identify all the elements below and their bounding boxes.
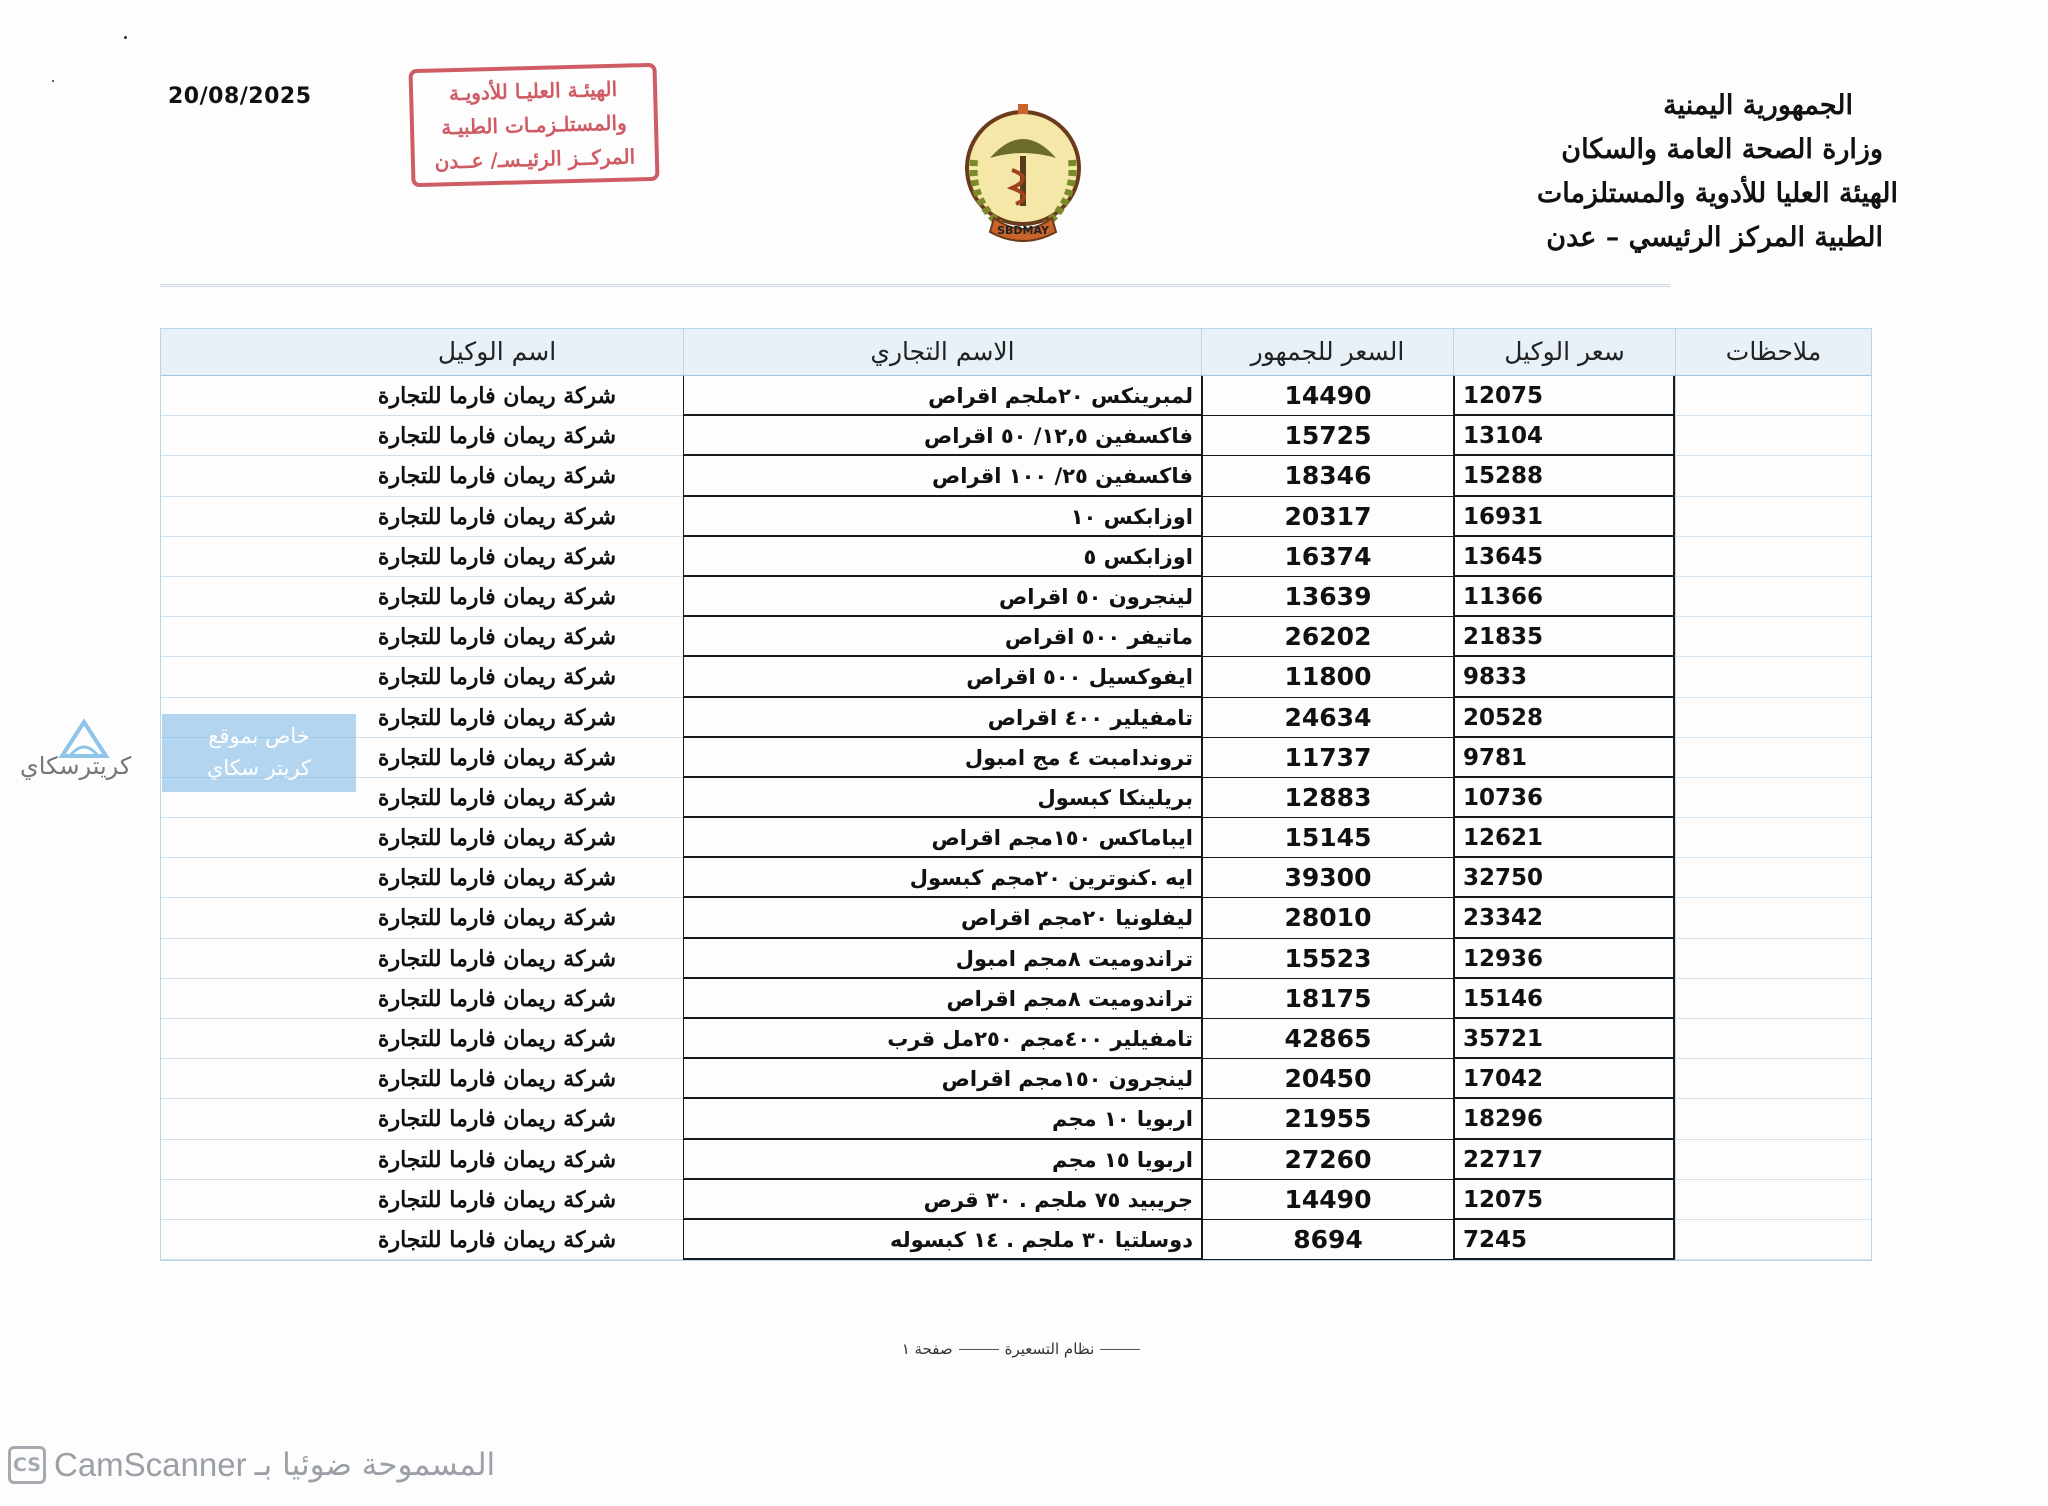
cell-public-price: 42865 xyxy=(1201,1019,1453,1059)
cell-trade-name: لينجرون ١٥٠مجم اقراص xyxy=(683,1059,1201,1099)
cell-agent-price: 17042 xyxy=(1453,1059,1675,1099)
cell-notes xyxy=(1675,1180,1871,1220)
table-row xyxy=(161,818,1871,858)
cell-notes xyxy=(1675,577,1871,617)
cell-public-price: 8694 xyxy=(1201,1220,1453,1260)
document-date: 20/08/2025 xyxy=(168,84,312,109)
cell-vendor: شركة ريمان فارما للتجارة xyxy=(161,858,683,898)
cell-trade-name: تراندوميت ٨مجم اقراص xyxy=(683,979,1201,1019)
table-row xyxy=(161,1140,1871,1180)
cell-agent-price: 9833 xyxy=(1453,657,1675,697)
cell-vendor: شركة ريمان فارما للتجارة xyxy=(161,1220,683,1260)
col-header-notes: ملاحظات xyxy=(1675,329,1871,375)
cell-agent-price: 13645 xyxy=(1453,537,1675,577)
cell-public-price: 15725 xyxy=(1201,416,1453,456)
cell-notes xyxy=(1675,979,1871,1019)
col-header-vendor: اسم الوكيل xyxy=(437,337,557,366)
cell-trade-name: جريبيد ٧٥ ملجم . ٣٠ قرص xyxy=(683,1180,1201,1220)
cell-notes xyxy=(1675,818,1871,858)
cell-agent-price: 11366 xyxy=(1453,577,1675,617)
footer-page: صفحة ١ xyxy=(901,1340,953,1358)
cell-agent-price: 12075 xyxy=(1453,1180,1675,1220)
cell-agent-price: 35721 xyxy=(1453,1019,1675,1059)
cell-agent-price: 18296 xyxy=(1453,1099,1675,1139)
camscanner-footer xyxy=(8,1446,495,1484)
cell-vendor: شركة ريمان فارما للتجارة xyxy=(161,497,683,537)
header-divider xyxy=(160,284,1670,287)
cell-trade-name: ايه .كنوترين ٢٠مجم كبسول xyxy=(683,858,1201,898)
cell-trade-name: اربويا ١٥ مجم xyxy=(683,1140,1201,1180)
cell-agent-price: 15146 xyxy=(1453,979,1675,1019)
cell-notes xyxy=(1675,456,1871,496)
header-line-ministry: وزارة الصحة العامة والسكان xyxy=(1561,134,1883,165)
cell-trade-name: ليفلونيا ٢٠مجم اقراص xyxy=(683,898,1201,938)
stamp-line-2: والمستلـزمـات الطبيـة xyxy=(440,110,628,140)
cell-trade-name: دوسلتيا ٣٠ ملجم . ١٤ كبسوله xyxy=(683,1220,1201,1260)
table-row xyxy=(161,1019,1871,1059)
cell-notes xyxy=(1675,939,1871,979)
cell-vendor: شركة ريمان فارما للتجارة xyxy=(161,939,683,979)
table-row xyxy=(161,1099,1871,1139)
cell-vendor: شركة ريمان فارما للتجارة xyxy=(161,698,683,738)
cell-vendor: شركة ريمان فارما للتجارة xyxy=(161,1099,683,1139)
table-row xyxy=(161,376,1871,416)
cell-vendor: شركة ريمان فارما للتجارة xyxy=(161,778,683,818)
cell-trade-name: اوزابكس ١٠ xyxy=(683,497,1201,537)
camscanner-icon: CS xyxy=(8,1446,46,1484)
cell-trade-name: تامفيلير ٤٠٠ اقراص xyxy=(683,698,1201,738)
cell-agent-price: 23342 xyxy=(1453,898,1675,938)
table-row xyxy=(161,497,1871,537)
cell-notes xyxy=(1675,1099,1871,1139)
cell-trade-name: تراندوميت ٨مجم امبول xyxy=(683,939,1201,979)
cell-trade-name: ايفوكسيل ٥٠٠ اقراص xyxy=(683,657,1201,697)
cell-agent-price: 12621 xyxy=(1453,818,1675,858)
page-footer xyxy=(0,1340,2048,1358)
table-row xyxy=(161,617,1871,657)
cell-vendor: شركة ريمان فارما للتجارة xyxy=(161,818,683,858)
cell-public-price: 26202 xyxy=(1201,617,1453,657)
cell-trade-name: اوزابكس ٥ xyxy=(683,537,1201,577)
footer-system: نظام التسعيرة xyxy=(1004,1340,1095,1358)
cell-agent-price: 12075 xyxy=(1453,376,1675,416)
cell-notes xyxy=(1675,497,1871,537)
logo-caption: SBDMAY xyxy=(997,224,1049,237)
table-row xyxy=(161,898,1871,938)
cell-public-price: 14490 xyxy=(1201,376,1453,416)
cell-vendor: شركة ريمان فارما للتجارة xyxy=(161,416,683,456)
cell-vendor: شركة ريمان فارما للتجارة xyxy=(161,1140,683,1180)
cell-agent-price: 15288 xyxy=(1453,456,1675,496)
cell-vendor: شركة ريمان فارما للتجارة xyxy=(161,657,683,697)
cell-trade-name: بريلينكا كبسول xyxy=(683,778,1201,818)
cell-vendor: شركة ريمان فارما للتجارة xyxy=(161,738,683,778)
cell-agent-price: 9781 xyxy=(1453,738,1675,778)
cell-notes xyxy=(1675,698,1871,738)
col-header-agent-price: سعر الوكيل xyxy=(1453,329,1675,375)
issuing-authority xyxy=(1378,84,1898,260)
cell-trade-name: تامفيلير ٤٠٠مجم ٢٥٠مل قرب xyxy=(683,1019,1201,1059)
header-line-country: الجمهورية اليمنية xyxy=(1663,90,1853,121)
cell-public-price: 11737 xyxy=(1201,738,1453,778)
cell-public-price: 14490 xyxy=(1201,1180,1453,1220)
cell-public-price: 20450 xyxy=(1201,1059,1453,1099)
cell-trade-name: فاكسفين ٢٥/ ١٠٠ اقراص xyxy=(683,456,1201,496)
cell-trade-name: ايباماكس ١٥٠مجم اقراص xyxy=(683,818,1201,858)
cell-vendor: شركة ريمان فارما للتجارة xyxy=(161,456,683,496)
col-header-public-price: السعر للجمهور xyxy=(1201,329,1453,375)
watermark-line-2: كريتر سكاي xyxy=(206,756,312,780)
table-row xyxy=(161,698,1871,738)
cell-notes xyxy=(1675,1140,1871,1180)
cell-vendor: شركة ريمان فارما للتجارة xyxy=(161,1180,683,1220)
cell-public-price: 16374 xyxy=(1201,537,1453,577)
stamp-line-3: المركــز الرئيـسـ/ عــدن xyxy=(434,144,636,174)
table-row xyxy=(161,979,1871,1019)
table-row xyxy=(161,577,1871,617)
cell-public-price: 28010 xyxy=(1201,898,1453,938)
table-row xyxy=(161,778,1871,818)
sbdmay-emblem-icon xyxy=(960,100,1086,242)
cell-public-price: 15523 xyxy=(1201,939,1453,979)
cell-agent-price: 32750 xyxy=(1453,858,1675,898)
price-table xyxy=(160,328,1872,1261)
cell-agent-price: 10736 xyxy=(1453,778,1675,818)
cell-notes xyxy=(1675,416,1871,456)
cell-trade-name: لينجرون ٥٠ اقراص xyxy=(683,577,1201,617)
header-line-center: الطبية المركز الرئيسي – عدن xyxy=(1546,222,1883,253)
cell-public-price: 20317 xyxy=(1201,497,1453,537)
cell-notes xyxy=(1675,657,1871,697)
cell-agent-price: 21835 xyxy=(1453,617,1675,657)
table-row xyxy=(161,939,1871,979)
cell-public-price: 18175 xyxy=(1201,979,1453,1019)
cell-agent-price: 13104 xyxy=(1453,416,1675,456)
watermark-banner xyxy=(162,714,356,792)
cell-trade-name: ماتيفر ٥٠٠ اقراص xyxy=(683,617,1201,657)
cell-public-price: 21955 xyxy=(1201,1099,1453,1139)
table-row xyxy=(161,1180,1871,1220)
cell-vendor: شركة ريمان فارما للتجارة xyxy=(161,898,683,938)
camscanner-arabic: المسموحة ضوئيا بـ xyxy=(254,1447,496,1483)
cell-agent-price: 22717 xyxy=(1453,1140,1675,1180)
table-row xyxy=(161,1059,1871,1099)
table-header xyxy=(161,329,1871,376)
cell-notes xyxy=(1675,898,1871,938)
table-body xyxy=(161,376,1871,1260)
col-header-trade-name: الاسم التجاري xyxy=(683,329,1201,375)
cell-agent-price: 7245 xyxy=(1453,1220,1675,1260)
cell-public-price: 13639 xyxy=(1201,577,1453,617)
cell-public-price: 15145 xyxy=(1201,818,1453,858)
watermark-side-text: كريترسكاي xyxy=(20,752,132,780)
cell-trade-name: تروندامبت ٤ مج امبول xyxy=(683,738,1201,778)
cell-notes xyxy=(1675,1220,1871,1260)
cell-agent-price: 12936 xyxy=(1453,939,1675,979)
table-row xyxy=(161,657,1871,697)
table-row xyxy=(161,858,1871,898)
table-row xyxy=(161,1220,1871,1260)
cell-notes xyxy=(1675,778,1871,818)
watermark-line-1: خاص بموقع xyxy=(208,724,310,748)
cell-trade-name: اربويا ١٠ مجم xyxy=(683,1099,1201,1139)
scan-speck xyxy=(52,80,54,82)
cell-vendor: شركة ريمان فارما للتجارة xyxy=(161,1019,683,1059)
authority-stamp xyxy=(408,63,659,187)
cell-notes xyxy=(1675,617,1871,657)
footer-dash xyxy=(959,1349,999,1350)
cell-notes xyxy=(1675,858,1871,898)
stamp-line-1: الهيئـة العليـا للأدويـة xyxy=(448,76,618,106)
cell-vendor: شركة ريمان فارما للتجارة xyxy=(161,376,683,416)
cell-notes xyxy=(1675,1059,1871,1099)
cell-public-price: 39300 xyxy=(1201,858,1453,898)
cell-notes xyxy=(1675,738,1871,778)
cell-vendor: شركة ريمان فارما للتجارة xyxy=(161,577,683,617)
cell-vendor: شركة ريمان فارما للتجارة xyxy=(161,1059,683,1099)
cell-notes xyxy=(1675,376,1871,416)
cell-public-price: 18346 xyxy=(1201,456,1453,496)
table-row xyxy=(161,537,1871,577)
cell-vendor: شركة ريمان فارما للتجارة xyxy=(161,617,683,657)
scan-speck xyxy=(124,36,127,39)
table-row xyxy=(161,456,1871,496)
cell-public-price: 11800 xyxy=(1201,657,1453,697)
header-line-authority: الهيئة العليا للأدوية والمستلزمات xyxy=(1536,178,1898,209)
cell-notes xyxy=(1675,537,1871,577)
cell-notes xyxy=(1675,1019,1871,1059)
cell-public-price: 24634 xyxy=(1201,698,1453,738)
cell-trade-name: لمبرينكس ٢٠ملجم اقراص xyxy=(683,376,1201,416)
cell-agent-price: 20528 xyxy=(1453,698,1675,738)
cell-agent-price: 16931 xyxy=(1453,497,1675,537)
cell-trade-name: فاكسفين ١٢,٥/ ٥٠ اقراص xyxy=(683,416,1201,456)
footer-dash xyxy=(1100,1349,1140,1350)
cell-vendor: شركة ريمان فارما للتجارة xyxy=(161,537,683,577)
cell-public-price: 12883 xyxy=(1201,778,1453,818)
table-row xyxy=(161,738,1871,778)
cell-vendor: شركة ريمان فارما للتجارة xyxy=(161,979,683,1019)
cell-public-price: 27260 xyxy=(1201,1140,1453,1180)
camscanner-brand: CamScanner xyxy=(54,1446,247,1483)
table-row xyxy=(161,416,1871,456)
